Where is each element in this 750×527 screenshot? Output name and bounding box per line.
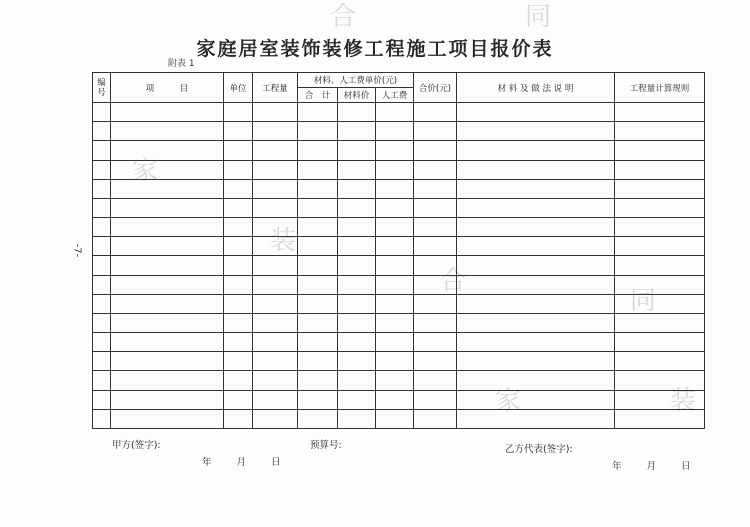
table-cell[interactable] bbox=[615, 198, 705, 217]
header-unit-price-group: 材料、人工费单价(元) bbox=[298, 73, 414, 88]
table-cell[interactable] bbox=[224, 275, 253, 294]
table-cell[interactable] bbox=[414, 141, 457, 160]
table-cell[interactable] bbox=[298, 122, 338, 141]
table-cell[interactable] bbox=[93, 390, 111, 409]
table-cell[interactable] bbox=[298, 160, 338, 179]
table-cell[interactable] bbox=[253, 122, 298, 141]
table-row bbox=[93, 333, 705, 352]
table-cell[interactable] bbox=[615, 294, 705, 313]
table-cell[interactable] bbox=[253, 256, 298, 275]
table-cell[interactable] bbox=[253, 218, 298, 237]
table-cell[interactable] bbox=[111, 179, 224, 198]
table-cell[interactable] bbox=[224, 103, 253, 122]
table-cell[interactable] bbox=[338, 122, 376, 141]
table-cell[interactable] bbox=[298, 371, 338, 390]
header-subtotal: 合 计 bbox=[298, 88, 338, 103]
table-cell[interactable] bbox=[111, 352, 224, 371]
table-cell[interactable] bbox=[376, 275, 414, 294]
table-cell[interactable] bbox=[457, 256, 615, 275]
table-cell[interactable] bbox=[298, 313, 338, 332]
table-cell[interactable] bbox=[376, 160, 414, 179]
table-cell[interactable] bbox=[615, 122, 705, 141]
table-cell[interactable] bbox=[376, 313, 414, 332]
table-cell[interactable] bbox=[93, 333, 111, 352]
table-cell[interactable] bbox=[376, 179, 414, 198]
table-cell[interactable] bbox=[615, 313, 705, 332]
table-cell[interactable] bbox=[457, 237, 615, 256]
table-cell[interactable] bbox=[253, 198, 298, 217]
table-cell[interactable] bbox=[414, 313, 457, 332]
table-cell[interactable] bbox=[457, 390, 615, 409]
table-body bbox=[93, 103, 705, 429]
table-cell[interactable] bbox=[224, 294, 253, 313]
table-cell[interactable] bbox=[93, 141, 111, 160]
table-cell[interactable] bbox=[615, 352, 705, 371]
table-cell[interactable] bbox=[414, 179, 457, 198]
table-cell[interactable] bbox=[338, 313, 376, 332]
table-cell[interactable] bbox=[93, 256, 111, 275]
table-cell[interactable] bbox=[457, 103, 615, 122]
table-cell[interactable] bbox=[111, 294, 224, 313]
table-cell[interactable] bbox=[111, 160, 224, 179]
table-row bbox=[93, 256, 705, 275]
table-cell[interactable] bbox=[615, 160, 705, 179]
table-row bbox=[93, 237, 705, 256]
table-cell[interactable] bbox=[615, 256, 705, 275]
table-cell[interactable] bbox=[615, 103, 705, 122]
table-cell[interactable] bbox=[376, 103, 414, 122]
header-material-price: 材料价 bbox=[338, 88, 376, 103]
watermark-char: 装 bbox=[270, 226, 297, 256]
table-cell[interactable] bbox=[376, 409, 414, 428]
table-cell[interactable] bbox=[615, 409, 705, 428]
table-cell[interactable] bbox=[253, 390, 298, 409]
table-cell[interactable] bbox=[298, 390, 338, 409]
table-cell[interactable] bbox=[457, 179, 615, 198]
table-row bbox=[93, 409, 705, 428]
budget-number-label: 预算号: bbox=[310, 440, 342, 451]
table-cell[interactable] bbox=[338, 294, 376, 313]
table-cell[interactable] bbox=[457, 198, 615, 217]
table-cell[interactable] bbox=[298, 198, 338, 217]
table-row bbox=[93, 294, 705, 313]
table-cell[interactable] bbox=[224, 390, 253, 409]
table-cell[interactable] bbox=[224, 256, 253, 275]
table-cell[interactable] bbox=[111, 141, 224, 160]
table-cell[interactable] bbox=[338, 409, 376, 428]
table-cell[interactable] bbox=[615, 275, 705, 294]
table-row bbox=[93, 390, 705, 409]
attachment-label: 附表 1 bbox=[168, 59, 195, 69]
table-cell[interactable] bbox=[457, 294, 615, 313]
table-cell[interactable] bbox=[253, 409, 298, 428]
table-cell[interactable] bbox=[376, 352, 414, 371]
table-cell[interactable] bbox=[457, 313, 615, 332]
watermark-char: 家 bbox=[495, 386, 522, 416]
table-cell[interactable] bbox=[224, 313, 253, 332]
watermark-char: 同 bbox=[630, 286, 657, 316]
party-a-date: 年 月 日 bbox=[202, 457, 281, 468]
table-cell[interactable] bbox=[93, 122, 111, 141]
table-cell[interactable] bbox=[111, 313, 224, 332]
table-cell[interactable] bbox=[376, 294, 414, 313]
table-row bbox=[93, 141, 705, 160]
table-cell[interactable] bbox=[338, 371, 376, 390]
table-cell[interactable] bbox=[224, 371, 253, 390]
table-cell[interactable] bbox=[414, 198, 457, 217]
table-cell[interactable] bbox=[338, 333, 376, 352]
table-cell[interactable] bbox=[253, 371, 298, 390]
table-cell[interactable] bbox=[224, 409, 253, 428]
table-cell[interactable] bbox=[93, 103, 111, 122]
table-cell[interactable] bbox=[376, 371, 414, 390]
header-unit: 单位 bbox=[224, 73, 253, 103]
watermark-char: 家 bbox=[132, 156, 159, 186]
table-cell[interactable] bbox=[338, 198, 376, 217]
table-cell[interactable] bbox=[111, 409, 224, 428]
table-row bbox=[93, 275, 705, 294]
table-cell[interactable] bbox=[376, 122, 414, 141]
table-cell[interactable] bbox=[253, 237, 298, 256]
table-cell[interactable] bbox=[93, 198, 111, 217]
table-cell[interactable] bbox=[224, 122, 253, 141]
table-cell[interactable] bbox=[93, 409, 111, 428]
table-cell[interactable] bbox=[376, 237, 414, 256]
table-cell[interactable] bbox=[457, 218, 615, 237]
table-cell[interactable] bbox=[338, 390, 376, 409]
table-cell[interactable] bbox=[457, 275, 615, 294]
table-cell[interactable] bbox=[457, 333, 615, 352]
table-cell[interactable] bbox=[615, 333, 705, 352]
table-cell[interactable] bbox=[338, 179, 376, 198]
table-cell[interactable] bbox=[338, 237, 376, 256]
table-cell[interactable] bbox=[338, 103, 376, 122]
table-cell[interactable] bbox=[615, 179, 705, 198]
table-cell[interactable] bbox=[253, 179, 298, 198]
table-cell[interactable] bbox=[414, 218, 457, 237]
table-cell[interactable] bbox=[298, 409, 338, 428]
table-cell[interactable] bbox=[111, 103, 224, 122]
table-cell[interactable] bbox=[376, 390, 414, 409]
table-cell[interactable] bbox=[298, 179, 338, 198]
table-cell[interactable] bbox=[298, 275, 338, 294]
table-cell[interactable] bbox=[414, 160, 457, 179]
table-row bbox=[93, 179, 705, 198]
table-cell[interactable] bbox=[224, 218, 253, 237]
table-cell[interactable] bbox=[253, 333, 298, 352]
table-cell[interactable] bbox=[93, 160, 111, 179]
table-cell[interactable] bbox=[253, 103, 298, 122]
table-cell[interactable] bbox=[414, 122, 457, 141]
table-cell[interactable] bbox=[224, 352, 253, 371]
table-cell[interactable] bbox=[414, 294, 457, 313]
table-cell[interactable] bbox=[414, 103, 457, 122]
table-cell[interactable] bbox=[298, 294, 338, 313]
table-cell[interactable] bbox=[338, 352, 376, 371]
table-cell[interactable] bbox=[111, 218, 224, 237]
table-cell[interactable] bbox=[224, 160, 253, 179]
table-cell[interactable] bbox=[93, 179, 111, 198]
table-cell[interactable] bbox=[224, 237, 253, 256]
table-cell[interactable] bbox=[93, 218, 111, 237]
header-total-price: 合价(元) bbox=[414, 73, 457, 103]
page-title: 家庭居室装饰装修工程施工项目报价表 bbox=[196, 38, 554, 60]
table-cell[interactable] bbox=[414, 390, 457, 409]
header-calc-rule: 工程量计算规则 bbox=[615, 73, 705, 103]
party-b-date: 年 月 日 bbox=[612, 461, 691, 472]
table-cell[interactable] bbox=[253, 352, 298, 371]
table-row bbox=[93, 103, 705, 122]
table-cell[interactable] bbox=[414, 256, 457, 275]
table-cell[interactable] bbox=[414, 333, 457, 352]
table-row bbox=[93, 198, 705, 217]
table-cell[interactable] bbox=[93, 294, 111, 313]
table-cell[interactable] bbox=[457, 409, 615, 428]
table-cell[interactable] bbox=[298, 237, 338, 256]
table-cell[interactable] bbox=[253, 294, 298, 313]
table-cell[interactable] bbox=[457, 371, 615, 390]
table-cell[interactable] bbox=[224, 198, 253, 217]
table-cell[interactable] bbox=[338, 141, 376, 160]
table-cell[interactable] bbox=[615, 141, 705, 160]
table-cell[interactable] bbox=[298, 256, 338, 275]
header-no-label: 编号 bbox=[97, 77, 106, 98]
party-a-signature-label: 甲方(签字): bbox=[112, 440, 161, 451]
table-cell[interactable] bbox=[376, 333, 414, 352]
table-cell[interactable] bbox=[93, 237, 111, 256]
table-cell[interactable] bbox=[111, 198, 224, 217]
table-cell[interactable] bbox=[224, 333, 253, 352]
party-b-signature-label: 乙方代表(签字): bbox=[505, 444, 573, 455]
table-cell[interactable] bbox=[414, 275, 457, 294]
table-cell[interactable] bbox=[93, 352, 111, 371]
table-cell[interactable] bbox=[457, 141, 615, 160]
table-cell[interactable] bbox=[224, 141, 253, 160]
table-cell[interactable] bbox=[457, 122, 615, 141]
table-cell[interactable] bbox=[93, 371, 111, 390]
table-cell[interactable] bbox=[298, 141, 338, 160]
table-cell[interactable] bbox=[615, 390, 705, 409]
table-cell[interactable] bbox=[376, 198, 414, 217]
header-quantity: 工程量 bbox=[253, 73, 298, 103]
header-labor-cost: 人工费 bbox=[376, 88, 414, 103]
table-cell[interactable] bbox=[615, 237, 705, 256]
table-cell[interactable] bbox=[376, 141, 414, 160]
table-cell[interactable] bbox=[414, 352, 457, 371]
header-item: 项 目 bbox=[111, 73, 224, 103]
table-cell[interactable] bbox=[93, 275, 111, 294]
table-row bbox=[93, 218, 705, 237]
table-cell[interactable] bbox=[253, 275, 298, 294]
table-cell[interactable] bbox=[253, 313, 298, 332]
table-cell[interactable] bbox=[338, 218, 376, 237]
table-row bbox=[93, 313, 705, 332]
table-cell[interactable] bbox=[376, 256, 414, 275]
table-cell[interactable] bbox=[93, 313, 111, 332]
quotation-table bbox=[92, 72, 705, 429]
table-cell[interactable] bbox=[111, 275, 224, 294]
table-cell[interactable] bbox=[224, 179, 253, 198]
table-cell[interactable] bbox=[414, 237, 457, 256]
watermark-char: 装 bbox=[670, 386, 697, 416]
table-cell[interactable] bbox=[298, 352, 338, 371]
table-cell[interactable] bbox=[414, 409, 457, 428]
table-cell[interactable] bbox=[253, 160, 298, 179]
table-cell[interactable] bbox=[457, 352, 615, 371]
table-cell[interactable] bbox=[111, 122, 224, 141]
table-cell[interactable] bbox=[298, 218, 338, 237]
table-cell[interactable] bbox=[414, 371, 457, 390]
table-cell[interactable] bbox=[615, 371, 705, 390]
table-cell[interactable] bbox=[111, 390, 224, 409]
watermark-char: 合 bbox=[440, 266, 467, 296]
watermark-char: 同 bbox=[525, 2, 552, 32]
table-cell[interactable] bbox=[253, 141, 298, 160]
table-cell[interactable] bbox=[457, 160, 615, 179]
table-row bbox=[93, 371, 705, 390]
table-row bbox=[93, 352, 705, 371]
table-row bbox=[93, 122, 705, 141]
table-cell[interactable] bbox=[111, 256, 224, 275]
watermark-char: 合 bbox=[330, 2, 357, 32]
table-cell[interactable] bbox=[111, 237, 224, 256]
table-cell[interactable] bbox=[298, 103, 338, 122]
table-cell[interactable] bbox=[615, 218, 705, 237]
table-cell[interactable] bbox=[338, 256, 376, 275]
table-cell[interactable] bbox=[111, 333, 224, 352]
page-number: -7- bbox=[71, 243, 83, 258]
header-description: 材 料 及 做 法 说 明 bbox=[457, 73, 615, 103]
header-no bbox=[93, 73, 111, 103]
table-cell[interactable] bbox=[298, 333, 338, 352]
table-cell[interactable] bbox=[111, 371, 224, 390]
table-row bbox=[93, 160, 705, 179]
table-cell[interactable] bbox=[338, 275, 376, 294]
table-cell[interactable] bbox=[338, 160, 376, 179]
table-cell[interactable] bbox=[376, 218, 414, 237]
